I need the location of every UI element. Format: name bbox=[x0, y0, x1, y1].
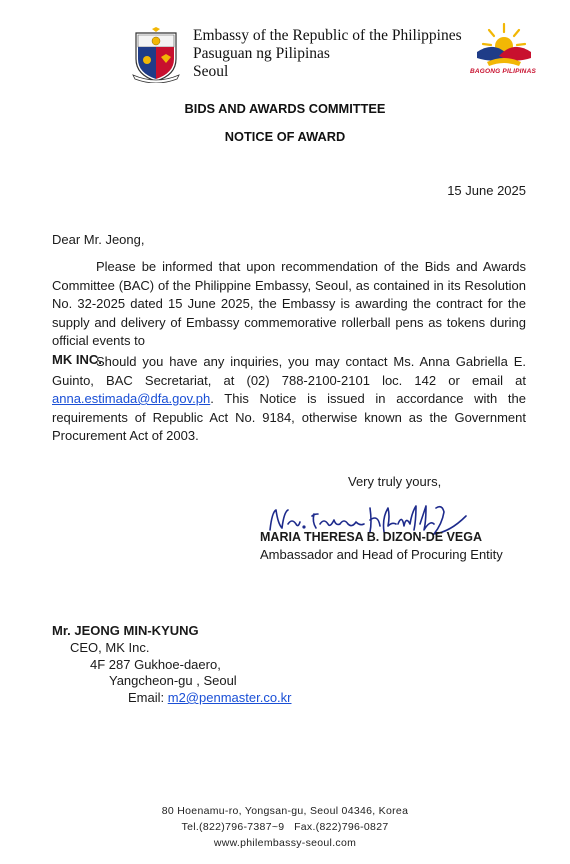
recipient-email-label: Email: bbox=[128, 690, 165, 705]
signatory-name: MARIA THERESA B. DIZON-DE VEGA bbox=[260, 530, 482, 544]
footer-website: www.philembassy-seoul.com bbox=[213, 837, 357, 849]
awardee-name: MK INC. bbox=[52, 351, 102, 367]
footer-address: 80 Hoenamu-ro, Yongsan-gu, Seoul 04346, Korea bbox=[161, 805, 409, 817]
committee-heading: BIDS AND AWARDS COMMITTEE bbox=[184, 101, 386, 116]
recipient-address-line2: Yangcheon-gu , Seoul bbox=[109, 673, 237, 688]
paragraph-award-text: Please be informed that upon recommendation of the Bids and Awards Committee (BAC) of the Philippine Embassy, Seoul, as contained in its Resolution No. 32-2025 dated 15 June 2025, the Embassy is awarding the contract for the supply and delivery of Embassy commemorative rollerball pens as tokens during official events to bbox=[52, 259, 526, 348]
philippine-seal-icon bbox=[130, 27, 182, 83]
paragraph-inquiries bbox=[52, 353, 526, 446]
bagong-pilipinas-logo-text: BAGONG PILIPINAS bbox=[469, 68, 537, 75]
closing: Very truly yours, bbox=[348, 474, 442, 489]
notice-title: NOTICE OF AWARD bbox=[224, 129, 346, 144]
paragraph-inquiries-text: Should you have any inquiries, you may contact Ms. Anna Gabriella E. Guinto, BAC Secretariat, at (02) 788-2100-2101 loc. 142 or email at bbox=[52, 354, 526, 388]
recipient-email-row bbox=[128, 690, 292, 706]
signatory-title: Ambassador and Head of Procuring Entity bbox=[260, 547, 503, 562]
recipient-position: CEO, MK Inc. bbox=[70, 640, 150, 655]
letter-date: 15 June 2025 bbox=[447, 183, 526, 198]
footer-phones: Tel.(822)796-7387~9 Fax.(822)796-0827 bbox=[181, 821, 389, 833]
embassy-city: Seoul bbox=[193, 63, 229, 80]
recipient-name: Mr. JEONG MIN-KYUNG bbox=[52, 623, 199, 638]
paragraph-inquiries-text-end: . This Notice is issued in accordance with the requirements of Republic Act No. 9184, otherwise known as the Government Procurement Act of 2003. bbox=[52, 391, 526, 443]
salutation: Dear Mr. Jeong, bbox=[52, 232, 145, 247]
bagong-pilipinas-logo-icon bbox=[473, 18, 535, 68]
recipient-email-link[interactable]: m2@penmaster.co.kr bbox=[167, 690, 292, 705]
bac-email-link[interactable]: anna.estimada@dfa.gov.ph bbox=[52, 391, 211, 406]
embassy-name: Embassy of the Republic of the Philippines bbox=[193, 27, 462, 44]
embassy-name-filipino: Pasuguan ng Pilipinas bbox=[193, 45, 330, 62]
recipient-address-line1: 4F 287 Gukhoe-daero, bbox=[90, 657, 221, 672]
